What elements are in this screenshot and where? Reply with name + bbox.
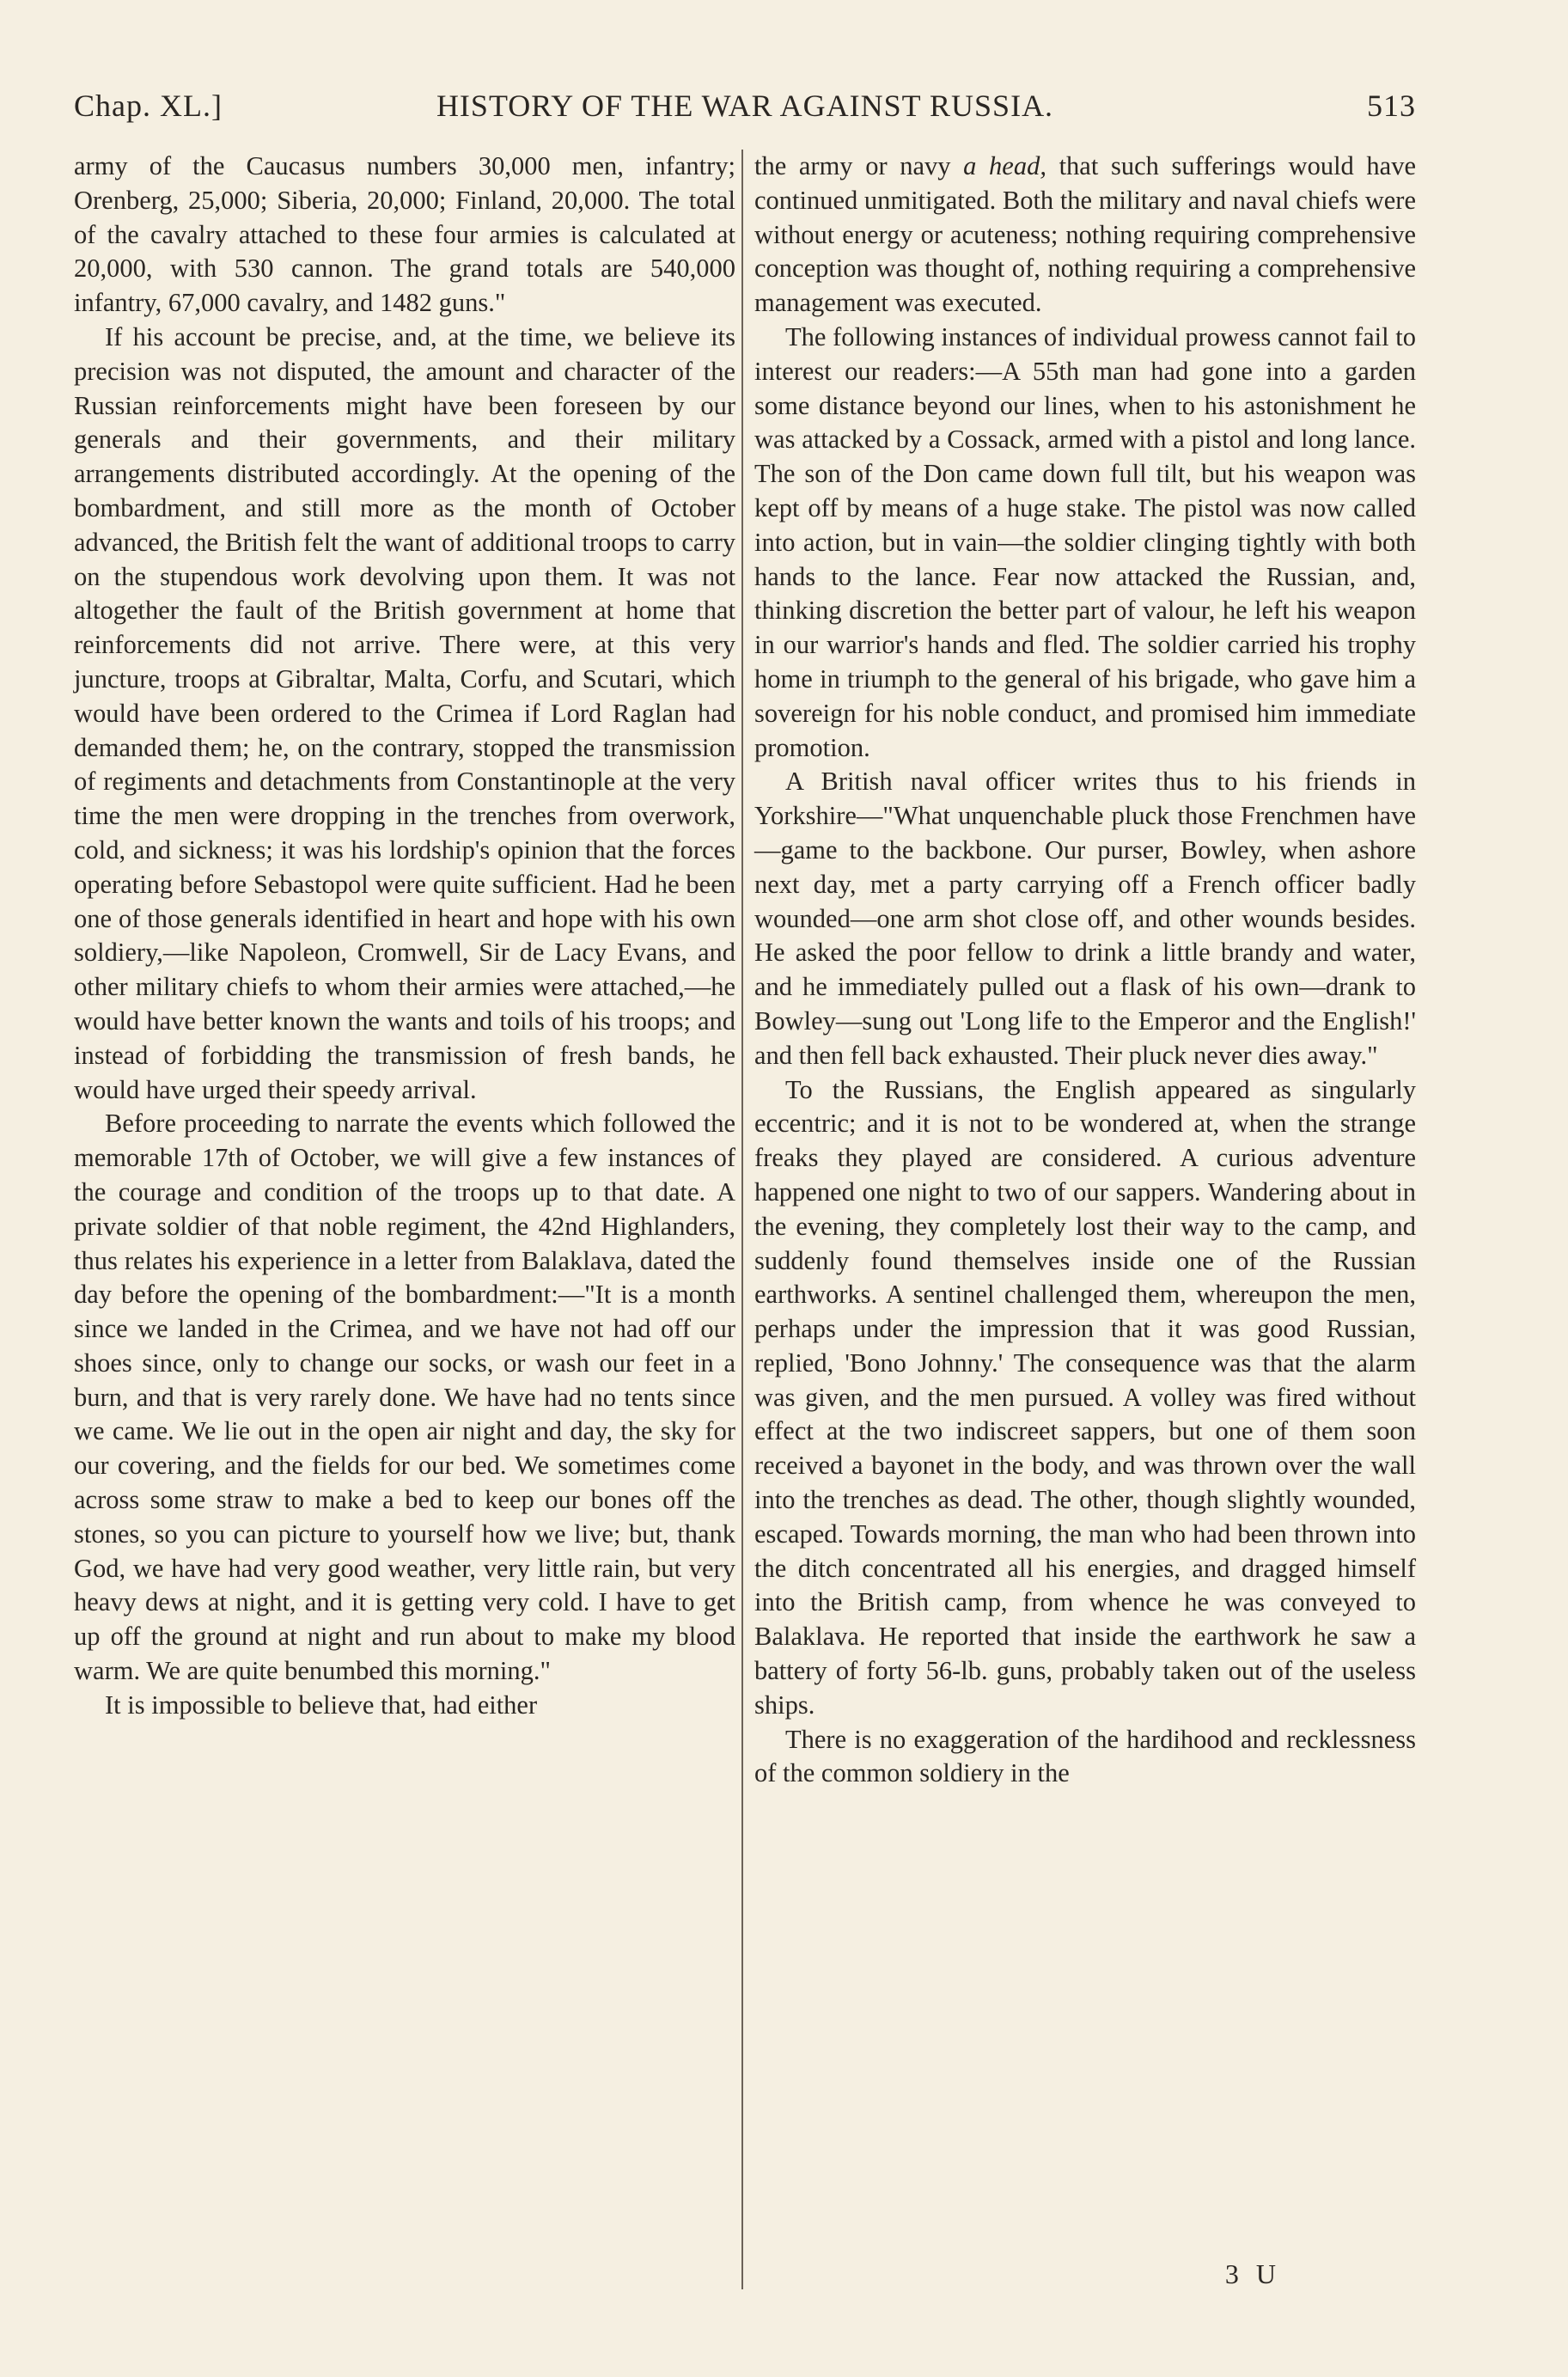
paragraph xyxy=(754,150,1416,321)
column-divider xyxy=(741,150,743,2289)
running-header xyxy=(74,82,1416,134)
page-number: 513 xyxy=(1367,89,1416,123)
paragraph: It is impossible to believe that, had either xyxy=(105,1690,538,1720)
text-run: that such sufferings would have continued unmitigated. Both the military and naval chiefs were without energy or acuteness; nothing requiring comprehensive conception was thought of, nothing requiring a comprehensive management was executed. xyxy=(754,151,1416,318)
running-title: HISTORY OF THE WAR AGAINST RUSSIA. xyxy=(436,89,1054,123)
left-column xyxy=(74,150,735,1723)
paragraph: There is no exaggeration of the hardihood and recklessness of the common soldiery in the xyxy=(754,1724,1416,1788)
paragraph: Before proceeding to narrate the events which followed the memorable 17th of October, we will give a few instances of the courage and condition of the troops up to that date. A private soldier of that noble regiment, the 42nd Highlanders, thus relates his experience in a letter from Balaklava, dated the day before the opening of the bombardment:—"It is a month since we landed in the Crimea, and we have not had off our shoes since, only to change our socks, or wash our feet in a burn, and that is very rarely done. We have had no tents since we came. We lie out in the open air night and day, the sky for our covering, and the fields for our bed. We sometimes come across some straw to make a bed to keep our bones off the stones, so you can picture to yourself how we live; but, thank God, we have had very good weather, very little rain, but very heavy dews at night, and it is getting very cold. I have to get up off the ground at night and run about to make my blood warm. We are quite benumbed this morning." xyxy=(74,1109,735,1686)
chapter-label: Chap. XL.] xyxy=(74,89,223,123)
paragraph: army of the Caucasus numbers 30,000 men, infantry; Orenberg, 25,000; Siberia, 20,000; Finland, 20,000. The total of the cavalry attached to these four armies is calculated at 20,000, with 530 cannon. The grand totals are 540,000 infantry, 67,000 cavalry, and 1482 guns." xyxy=(74,151,735,318)
signature-mark: 3 U xyxy=(1224,2258,1281,2289)
paragraph: To the Russians, the English appeared as singularly eccentric; and it is not to be wondered at, when the strange freaks they played are considered. A curious adventure happened one night to two of our sappers. Wandering about in the evening, they completely lost their way to the camp, and suddenly found themselves inside one of the Russian earthworks. A sentinel challenged them, whereupon the men, perhaps under the impression that it was good Russian, replied, 'Bono Johnny.' The consequence was that the alarm was given, and the men pursued. A volley was fired without effect at the two indiscreet sappers, but one of them soon received a bayonet in the body, and was thrown over the wall into the trenches as dead. The other, though slightly wounded, escaped. Towards morning, the man who had been thrown into the ditch concentrated all his energies, and dragged himself into the British camp, from whence he was conveyed to Balaklava. He reported that inside the earthwork he saw a battery of forty 56-lb. guns, probably taken out of the useless ships. xyxy=(754,1074,1416,1720)
paragraph: A British naval officer writes thus to his friends in Yorkshire—"What unquenchable pluck those Frenchmen have—game to the backbone. Our purser, Bowley, when ashore next day, met a party carrying off a French officer badly wounded—one arm shot close off, and other wounds besides. He asked the poor fellow to drink a little brandy and water, and he immediately pulled out a flask of his own—drank to Bowley—sung out 'Long life to the Emperor and the English!' and then fell back exhausted. Their pluck never dies away." xyxy=(754,767,1416,1070)
right-column xyxy=(754,150,1416,1791)
text-run: the army or navy xyxy=(754,151,964,180)
paragraph: The following instances of individual prowess cannot fail to interest our readers:—A 55th man had gone into a garden some distance beyond our lines, when to his astonishment he was attacked by a Cossack, armed with a pistol and long lance. The son of the Don came down full tilt, but his weapon was kept off by means of a huge stake. The pistol was now called into action, but in vain—the soldier clinging tightly with both hands to the lance. Fear now attacked the Russian, and, thinking discretion the better part of valour, he left his weapon in our warrior's hands and fled. The soldier carried his trophy home in triumph to the general of his brigade, who gave him a sovereign for his noble conduct, and promised him immediate promotion. xyxy=(754,321,1416,762)
paragraph: If his account be precise, and, at the time, we believe its precision was not disputed, the amount and character of the Russian reinforcements might have been foreseen by our generals and their governments, and their military arrangements distributed accordingly. At the opening of the bombardment, and still more as the month of October advanced, the British felt the want of additional troops to carry on the stupendous work devolving upon them. It was not altogether the fault of the British government at home that reinforcements did not arrive. There were, at this very juncture, troops at Gibraltar, Malta, Corfu, and Scutari, which would have been ordered to the Crimea if Lord Raglan had demanded them; he, on the contrary, stopped the transmission of regiments and detachments from Constantinople at the very time the men were dropping in the trenches from overwork, cold, and sickness; it was his lordship's opinion that the forces operating before Sebastopol were quite sufficient. Had he been one of those generals identified in heart and hope with his own soldiery,—like Napoleon, Cromwell, Sir de Lacy Evans, and other military chiefs to whom their armies were attached,—he would have better known the wants and toils of his troops; and instead of forbidding the transmission of fresh bands, he would have urged their speedy arrival. xyxy=(74,321,735,1104)
italic-text: a head, xyxy=(963,151,1046,180)
